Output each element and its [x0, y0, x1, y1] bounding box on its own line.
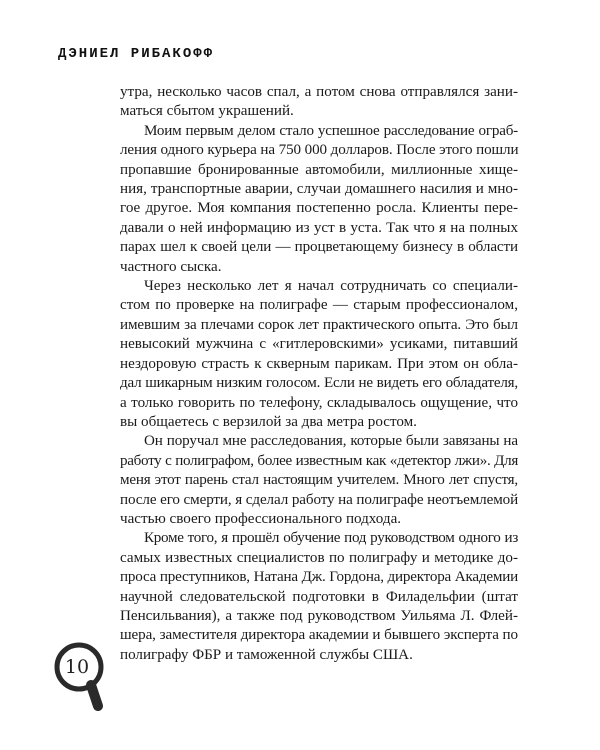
running-head: ДЭНИЕЛ РИБАКОФФ [58, 46, 215, 62]
text-line: самых известных специалистов по полиграфу и методике до- [120, 549, 518, 566]
text-line: маться сбытом украшений. [120, 103, 294, 120]
text-line: меня этот парень стал настоящим учителем. Много лет спустя, [120, 472, 518, 489]
text-line: давали о ней информацию из уст в уста. Так что я на полных [120, 219, 518, 236]
text-line: Пенсильвания), а также под руководством Уильяма Л. Флей- [120, 607, 518, 624]
text-line: Моим первым делом стало успешное расследование ограб- [144, 122, 518, 139]
paragraph [120, 529, 518, 665]
text-line: дал шикарным низким голосом. Если не видеть его обладателя, [120, 375, 518, 392]
text-line: полиграфу ФБР и таможенной службы США. [120, 646, 413, 663]
text-line: частью своего профессионального подхода. [120, 510, 402, 527]
text-line: ния, транспортные аварии, случаи домашнего насилия и мно- [120, 181, 518, 198]
text-line: Он поручал мне расследования, которые были завязаны на [144, 433, 518, 450]
text-line: проса преступников, Натана Дж. Гордона, директора Академии [120, 569, 518, 586]
text-line: утра, несколько часов спал, а потом снова отправлялся зани- [120, 84, 518, 100]
body-text [120, 83, 518, 665]
text-line: а только говорить по телефону, складывалось ощущение, что [120, 394, 518, 411]
paragraph [120, 432, 518, 529]
text-line: вы общаетесь с верзилой за два метра ростом. [120, 413, 417, 430]
text-line: имевшим за плечами сорок лет практического опыта. Это был [120, 316, 518, 333]
text-line: после его смерти, я сделал работу на полиграфе неотъемлемой [120, 491, 519, 508]
text-line: шера, заместителя директора академии и бывшего эксперта по [120, 627, 518, 644]
text-line: научной следовательской подготовки в Филадельфии (штат [120, 588, 518, 605]
text-line: ления одного курьера на 750 000 долларов. После этого пошли [120, 142, 519, 159]
text-line: стом по проверке на полиграфе — старым профессионалом, [120, 297, 518, 314]
text-line: частного сыска. [120, 258, 222, 275]
text-line: пропавшие бронированные автомобили, миллионные хище- [120, 161, 518, 178]
text-line: гое другое. Моя компания постепенно росла. Клиенты пере- [120, 200, 518, 217]
text-line: нездоровую страсть к скверным парикам. При этом он обла- [120, 355, 518, 372]
text-line: Через несколько лет я начал сотрудничать со специали- [144, 278, 518, 295]
text-line: парах шел к своей цели — процветающему бизнесу в области [120, 239, 518, 256]
text-line: работу с полиграфом, более известным как «детектор лжи». Для [120, 452, 518, 469]
paragraph [120, 277, 518, 432]
text-line: Кроме того, я прошёл обучение под руководством одного из [144, 530, 518, 547]
text-line: невысокий мужчина с «гитлеровскими» усиками, питавший [120, 336, 518, 353]
paragraph [120, 122, 518, 277]
page-number: 10 [64, 656, 90, 678]
paragraph [120, 83, 518, 122]
